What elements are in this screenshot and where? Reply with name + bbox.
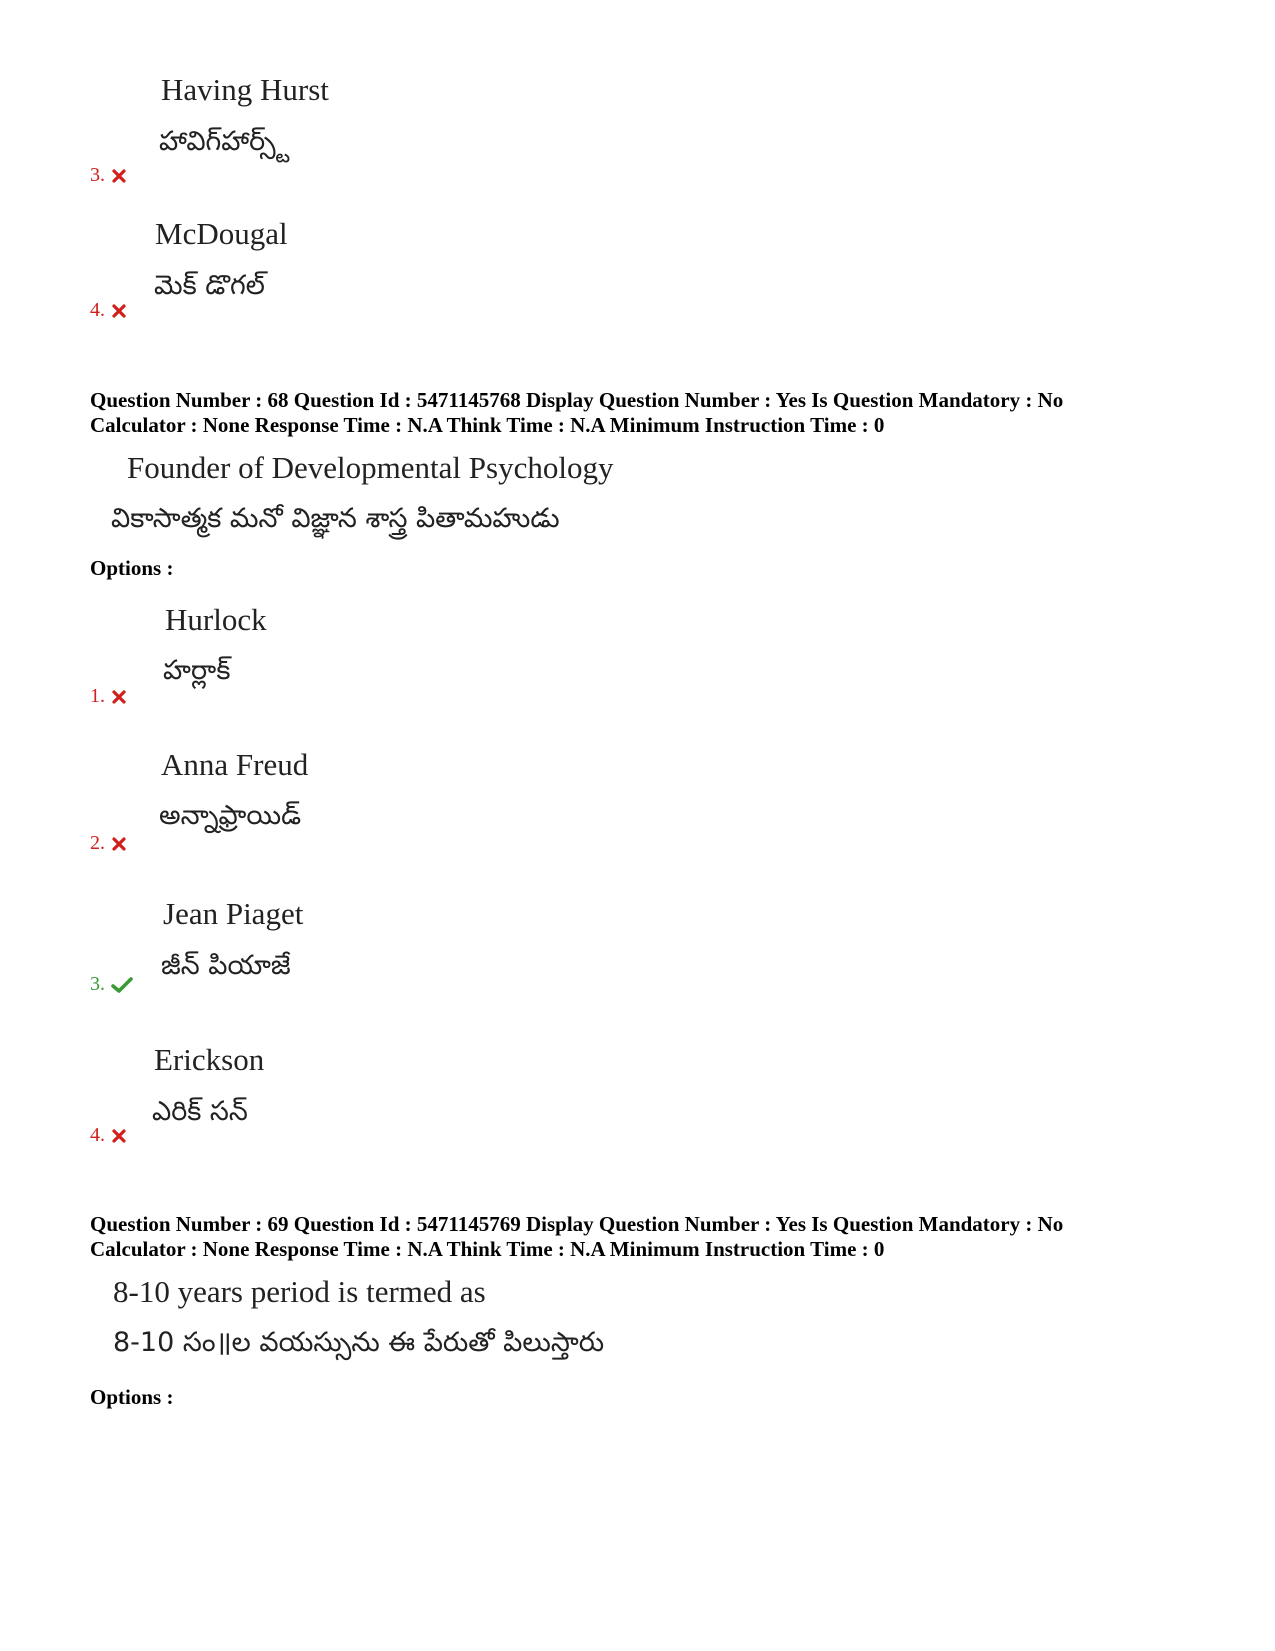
question-meta [90, 388, 1063, 438]
question-text-telugu: వికాసాత్మక మనో విజ్ఞాన శాస్త్ర పితామహుడు [111, 503, 560, 534]
cross-icon [111, 168, 127, 184]
option-number: 4. [90, 299, 105, 321]
question-meta-line-1: Question Number : 69 Question Id : 5471145769 Display Question Number : Yes Is Question Mandatory : No [90, 1212, 1064, 1236]
cross-icon [111, 689, 127, 705]
option-english-text: Jean Piaget [163, 896, 304, 931]
option-english-text: Anna Freud [161, 747, 309, 782]
options-label: Options : [90, 556, 174, 580]
question-text-telugu: 8-10 సం॥ల వయస్సును ఈ పేరుతో పిలుస్తారు [113, 1327, 605, 1358]
cross-icon [111, 303, 127, 319]
option-marker-wrong [90, 164, 127, 187]
option-number: 2. [90, 832, 105, 854]
option-number: 3. [90, 164, 105, 186]
question-meta-line-2: Calculator : None Response Time : N.A Think Time : N.A Minimum Instruction Time : 0 [90, 1237, 885, 1261]
cross-icon [111, 836, 127, 852]
option-telugu-text: మెక్ డొగల్ [154, 270, 265, 301]
option-english-text: McDougal [155, 216, 288, 251]
option-number: 4. [90, 1124, 105, 1146]
option-english-text: Hurlock [165, 602, 267, 637]
option-telugu-text: హావిగ్‌హార్స్ట్ [159, 126, 290, 157]
question-text-english: Founder of Developmental Psychology [127, 450, 614, 485]
option-telugu-text: జీన్ పియాజే [161, 950, 291, 981]
option-telugu-text: అన్నాఫ్రాయిడ్ [159, 800, 302, 831]
option-marker-wrong [90, 832, 127, 855]
option-telugu-text: హర్లాక్ [163, 655, 231, 686]
question-meta-line-1: Question Number : 68 Question Id : 5471145768 Display Question Number : Yes Is Question Mandatory : No [90, 388, 1064, 412]
option-marker-wrong [90, 299, 127, 322]
question-text-english: 8-10 years period is termed as [113, 1274, 486, 1309]
option-marker-wrong [90, 685, 127, 708]
option-marker-wrong [90, 1124, 127, 1147]
cross-icon [111, 1128, 127, 1144]
question-meta-line-2: Calculator : None Response Time : N.A Think Time : N.A Minimum Instruction Time : 0 [90, 413, 885, 437]
check-icon [111, 976, 133, 994]
option-telugu-text: ఎరిక్ సన్ [152, 1096, 248, 1127]
option-english-text: Erickson [154, 1042, 265, 1077]
options-label: Options : [90, 1385, 174, 1409]
option-marker-correct [90, 973, 133, 996]
option-english-text: Having Hurst [161, 72, 329, 107]
question-meta [90, 1212, 1063, 1262]
option-number: 1. [90, 685, 105, 707]
option-number: 3. [90, 973, 105, 995]
